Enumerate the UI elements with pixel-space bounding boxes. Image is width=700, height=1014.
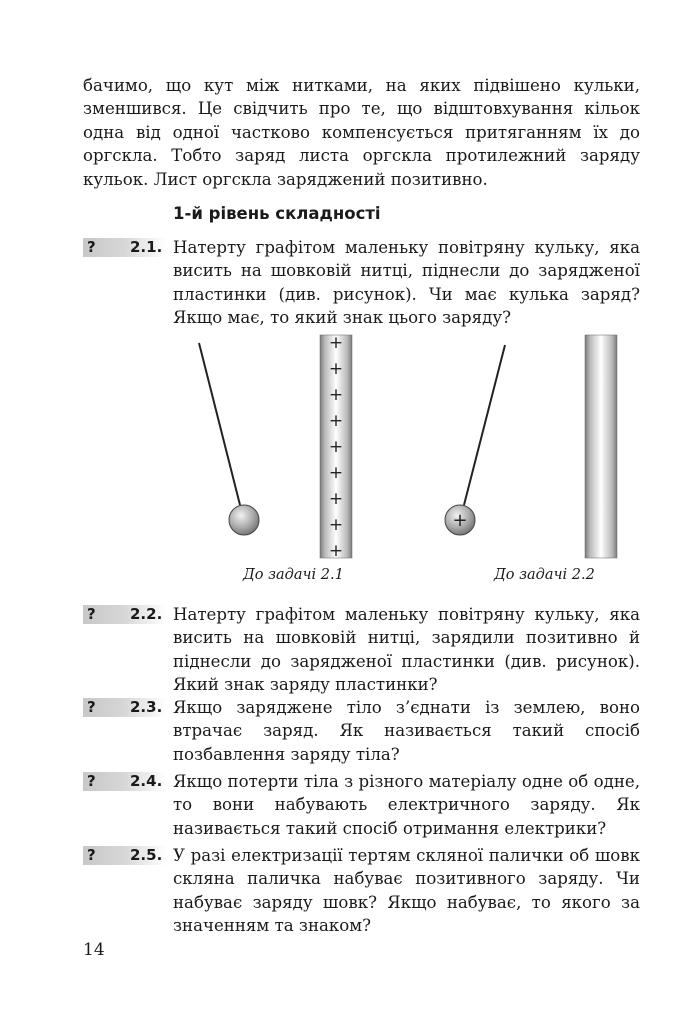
plus-sign: +	[328, 489, 344, 509]
task-text: Якщо потерти тіла з різного матеріалу одне об одне, то вони набувають електричного заряду. Як називається такий спосіб отримання електрики?	[173, 772, 640, 838]
section-title: 1-й рівень складності	[173, 204, 381, 223]
question-mark: ?	[87, 605, 96, 623]
task-number: 2.5.	[130, 846, 163, 864]
task-text: Якщо заряджене тіло з’єднати із землею, воно втрачає заряд. Як називається такий спосіб позбавлення заряду тіла?	[173, 698, 640, 764]
plus-sign: +	[328, 411, 344, 431]
page-number: 14	[83, 940, 105, 960]
thread-2	[464, 345, 505, 505]
ball-1	[229, 505, 259, 535]
question-badge	[83, 772, 166, 791]
plus-sign: +	[328, 463, 344, 483]
plus-sign: +	[328, 333, 344, 353]
question-mark: ?	[87, 846, 96, 864]
thread-1	[199, 343, 240, 505]
task-text: Натерту графітом маленьку повітряну кульку, яка висить на шовковій нитці, піднесли до зарядженої пластинки (див. рисунок). Чи має кулька заряд? Якщо має, то який знак цього заряду?	[173, 238, 640, 328]
question-mark: ?	[87, 772, 96, 790]
plate-charges	[329, 333, 343, 561]
task-text: Натерту графітом маленьку повітряну кульку, яка висить на шовковій нитці, зарядили позитивно й піднесли до зарядженої пластинки (див. рисунок). Який знак заряду пластинки?	[173, 605, 640, 695]
task-number: 2.4.	[130, 772, 163, 790]
plus-sign: +	[328, 541, 344, 561]
figure-caption-2-1: До задачі 2.1	[243, 567, 344, 583]
task-number: 2.2.	[130, 605, 163, 623]
task-number: 2.1.	[130, 238, 163, 256]
figure-caption-2-2: До задачі 2.2	[494, 567, 595, 583]
question-badge	[83, 698, 166, 717]
question-badge	[83, 846, 166, 865]
plus-sign: +	[328, 515, 344, 535]
plus-sign: +	[328, 359, 344, 379]
question-mark: ?	[87, 238, 96, 256]
intro-paragraph: бачимо, що кут між нитками, на яких підвішено кульки, зменшився. Це свідчить про те, що відштовхування кільок одна від одної частково компенсується притяганням їх до оргскла. Тобто заряд листа оргскла протилежний заряду кульок. Лист оргскла заряджений позитивно.	[83, 76, 640, 189]
ball-plus-sign: +	[452, 510, 468, 531]
charged-plate-2	[585, 335, 617, 558]
task-text: У разі електризації тертям скляної палички об шовк скляна паличка набуває позитивного заряду. Чи набуває заряду шовк? Якщо набуває, то якого за значенням та знаком?	[173, 846, 640, 936]
question-mark: ?	[87, 698, 96, 716]
plus-sign: +	[328, 437, 344, 457]
question-badge	[83, 605, 166, 624]
plus-sign: +	[328, 385, 344, 405]
task-number: 2.3.	[130, 698, 163, 716]
